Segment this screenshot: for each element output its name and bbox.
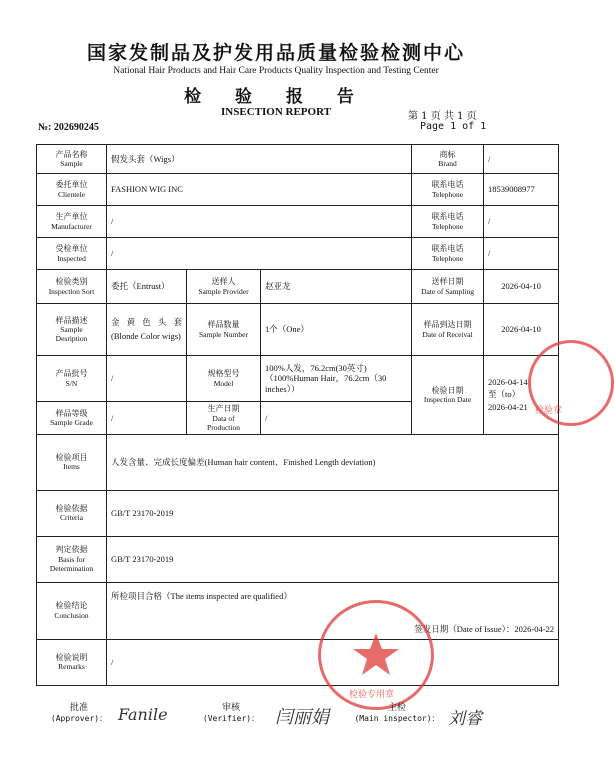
row-description [37,304,559,356]
value-sample-description: 金 黄 色 头 套 (Blonde Color wigs) [107,304,187,356]
verifier-block [196,700,266,724]
report-title-cn: 检 验 报 告 [184,87,368,107]
row-sample [37,145,559,174]
value-clientele: FASHION WIG INC [107,174,412,206]
approver-signature: Fanile [118,705,168,724]
inspection-date-to: 2026-04-21 [488,402,528,413]
label-remarks: 检验说明 Remarks [37,639,107,685]
label-model: 规格型号 Model [187,356,261,402]
value-remarks: / [107,639,559,685]
inspection-date-to-label: 至（to） [488,389,521,400]
label-criteria: 检验依据 Criteria [37,490,107,536]
row-conclusion [37,582,559,639]
label-sample: 产品名称 Sample [37,145,107,174]
value-basis: GB/T 23170-2019 [107,536,559,582]
inspector-label-en: (Main inspector)： [354,714,440,723]
inspector-block [352,700,442,724]
label-sn: 产品批号 S/N [37,356,107,402]
value-sample-grade: / [107,402,187,435]
value-production-date: / [261,402,412,435]
page-number-en: Page 1 of 1 [420,121,487,132]
label-production-date: 生产日期 Data of Production [187,402,261,435]
label-conclusion: 检验结论 Conclusion [37,582,107,639]
inspector-label-cn: 主检 [387,703,406,713]
verifier-signature: 闫丽娟 [275,707,329,728]
row-sn [37,356,559,402]
page-number-cn: 第 1 页 共 1 页 [408,111,477,122]
approver-label-cn: 批准 [69,703,88,713]
report-number: №: 202690245 [38,122,99,133]
value-date-of-sampling: 2026-04-10 [484,270,559,304]
row-sort [37,270,559,304]
conclusion-text: 所检项目合格（The items inspected are qualified） [111,590,292,601]
side-seal-label: 检验章 [535,406,563,416]
issue-date: 签发日期（Date of Issue）：2026-04-22 [414,624,555,635]
side-seal [528,340,614,426]
label-sample-number: 样品数量 Sample Number [187,304,261,356]
label-sample-description: 样品描述 Sample Desription [37,304,107,356]
value-telephone-3: / [484,238,559,270]
value-model: 100%人发，76.2cm(30英寸)（100%Human Hair，76.2cm（30 inches）） [261,356,412,402]
value-sample-number: 1个（One） [261,304,412,356]
report-table [36,144,559,686]
approver-label-en: (Approver)： [50,714,108,723]
label-manufacturer: 生产单位 Manufacturer [37,206,107,238]
label-telephone-1: 联系电话 Telephone [412,174,484,206]
value-criteria: GB/T 23170-2019 [107,490,559,536]
value-sn: / [107,356,187,402]
label-inspection-sort: 检验类别 Inspection Sort [37,270,107,304]
official-seal [318,600,434,710]
value-telephone-1: 18539008977 [484,174,559,206]
row-basis [37,536,559,582]
value-inspected: / [107,238,412,270]
row-items [37,434,559,490]
label-sample-provider: 送样人 Sample Provider [187,270,261,304]
row-clientele [37,174,559,206]
inspector-signature: 刘睿 [448,709,482,729]
value-sample: 假发头套（Wigs） [107,145,412,174]
label-date-of-receival: 样品到达日期 Date of Receival [412,304,484,356]
label-basis: 判定依据 Basis for Determination [37,536,107,582]
verifier-label-cn: 审核 [221,703,240,713]
value-date-of-receival: 2026-04-10 [484,304,559,356]
value-items: 人发含量、完成长度偏差(Human hair content、Finished Length deviation) [107,434,559,490]
value-telephone-2: / [484,206,559,238]
label-inspection-date: 检验日期 Inspection Date [412,356,484,435]
row-criteria [37,490,559,536]
title-en: National Hair Products and Hair Care Products Quality Inspection and Testing Center [113,66,439,76]
approver-block [44,700,114,724]
label-date-of-sampling: 送样日期 Date of Sampling [412,270,484,304]
value-manufacturer: / [107,206,412,238]
label-inspected: 受检单位 Inspected [37,238,107,270]
value-inspection-sort: 委托（Entrust） [107,270,187,304]
value-sample-provider: 赵亚龙 [261,270,412,304]
value-brand: / [484,145,559,174]
row-remarks [37,639,559,685]
label-brand: 商标 Brand [412,145,484,174]
seal-label: 检验专用章 [349,690,395,700]
title-cn: 国家发制品及护发用品质量检验检测中心 [86,42,465,64]
row-inspected [37,238,559,270]
inspection-date-from: 2026-04-14 [488,376,528,387]
label-clientele: 委托单位 Clientele [37,174,107,206]
label-telephone-2: 联系电话 Telephone [412,206,484,238]
label-sample-grade: 样品等级 Sample Grade [37,402,107,435]
row-manufacturer [37,206,559,238]
verifier-label-en: (Verifier)： [202,714,260,723]
label-items: 检验项目 Items [37,434,107,490]
report-title-en: INSECTION REPORT [221,106,331,118]
label-telephone-3: 联系电话 Telephone [412,238,484,270]
